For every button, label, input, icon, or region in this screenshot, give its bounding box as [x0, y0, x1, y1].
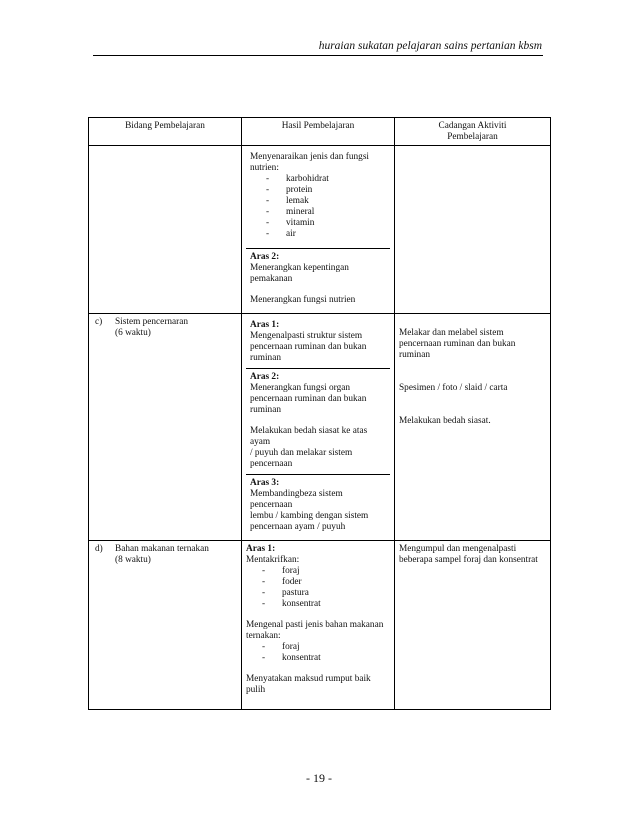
level-label: Aras 2: — [250, 372, 280, 382]
cadangan-cell — [395, 314, 551, 541]
activity-line: pencernaan ruminan dan bukan — [399, 339, 516, 349]
list-item: - foder — [262, 577, 302, 587]
list-item: - lemak — [266, 196, 309, 206]
table-row — [89, 314, 551, 541]
list-item: - mineral — [266, 207, 315, 217]
list-item: - foraj — [262, 642, 300, 652]
outcome-line: pencernaan ruminan dan bukan — [250, 394, 367, 404]
outcome-line: ternakan: — [246, 631, 281, 641]
syllabus-table — [88, 117, 551, 710]
outcome-line: pulih — [246, 685, 266, 695]
column-header-cadangan-line2: Pembelajaran — [447, 132, 498, 142]
outcome-line: nutrien: — [250, 163, 279, 173]
list-item: - pastura — [262, 588, 309, 598]
outcome-line: Menerangkan fungsi organ — [250, 383, 351, 393]
topic-letter: d) — [95, 544, 103, 554]
column-header-hasil: Hasil Pembelajaran — [242, 118, 395, 146]
hasil-cell — [242, 541, 395, 710]
outcome-block — [246, 369, 390, 475]
activity-line: Spesimen / foto / slaid / carta — [399, 383, 508, 393]
bidang-cell — [89, 541, 242, 710]
outcome-line: pencernaan — [250, 459, 293, 469]
list-item: - vitamin — [266, 218, 315, 228]
outcome-line: pencernaan ruminan dan bukan — [250, 342, 367, 352]
cadangan-cell-empty — [395, 146, 551, 314]
document-header-title: huraian sukatan pelajaran sains pertanian kbsm — [318, 40, 542, 52]
level-label: Aras 2: — [250, 252, 280, 262]
outcome-line: Menerangkan kepentingan — [250, 263, 349, 273]
outcome-line: ruminan — [250, 405, 281, 415]
cadangan-cell — [395, 541, 551, 710]
list-item: - foraj — [262, 566, 300, 576]
outcome-line: pemakanan — [250, 274, 293, 284]
table-header-row — [89, 118, 551, 146]
hasil-cell — [242, 146, 395, 314]
page-number: - 19 - — [306, 771, 332, 785]
activity-line: Melakar dan melabel sistem — [399, 328, 504, 338]
activity-line: Melakukan bedah siasat. — [399, 416, 491, 426]
outcome-line: Menyatakan maksud rumput baik — [246, 674, 371, 684]
outcome-line: Menyenaraikan jenis dan fungsi — [250, 152, 370, 162]
list-item: - konsentrat — [262, 599, 321, 609]
outcome-line: lembu / kambing dengan sistem — [250, 511, 369, 521]
list-item: - karbohidrat — [266, 174, 329, 184]
outcome-line: pencernaan ayam / puyuh — [250, 522, 346, 532]
column-header-cadangan — [395, 118, 551, 146]
table-row — [89, 146, 551, 314]
outcome-line: ruminan — [250, 353, 281, 363]
dash-list — [246, 566, 390, 610]
activity-block — [395, 314, 550, 369]
column-header-bidang: Bidang Pembelajaran — [89, 118, 242, 146]
outcome-line: Membandingbeza sistem pencernaan — [250, 489, 343, 510]
topic-title: Sistem pencernaran — [115, 317, 189, 327]
list-item: - air — [266, 229, 296, 239]
list-item: - protein — [266, 185, 313, 195]
outcome-block — [246, 149, 390, 249]
activity-line: ruminan — [399, 350, 430, 360]
dash-list — [246, 642, 390, 664]
level-label: Aras 1: — [246, 544, 276, 554]
topic-duration: (6 waktu) — [115, 328, 151, 338]
outcome-block — [246, 475, 390, 537]
outcome-block — [246, 317, 390, 369]
outcome-line: Mentakrifkan: — [246, 555, 300, 565]
activity-line: beberapa sampel foraj dan konsentrat — [399, 555, 538, 565]
topic-letter: c) — [95, 317, 103, 327]
level-label: Aras 1: — [250, 320, 280, 330]
outcome-line: Menerangkan fungsi nutrien — [250, 295, 356, 305]
bidang-cell-empty — [89, 146, 242, 314]
topic-duration: (8 waktu) — [115, 555, 151, 565]
table-row — [89, 541, 551, 710]
bidang-cell — [89, 314, 242, 541]
dash-list — [250, 174, 386, 240]
column-header-cadangan-line1: Cadangan Aktiviti — [438, 121, 507, 131]
header-rule — [93, 55, 543, 56]
outcome-block — [246, 249, 390, 310]
hasil-cell — [242, 314, 395, 541]
level-label: Aras 3: — [250, 478, 280, 488]
activity-line: Mengumpul dan mengenalpasti — [399, 544, 517, 554]
outcome-line: Melakukan bedah siasat ke atas ayam — [250, 426, 368, 447]
topic-title: Bahan makanan ternakan — [115, 544, 209, 554]
outcome-line: Mengenal pasti jenis bahan makanan — [246, 620, 384, 630]
activity-block — [395, 369, 550, 431]
outcome-line: Mengenalpasti struktur sistem — [250, 331, 363, 341]
outcome-line: / puyuh dan melakar sistem — [250, 448, 353, 458]
list-item: - konsentrat — [262, 653, 321, 663]
